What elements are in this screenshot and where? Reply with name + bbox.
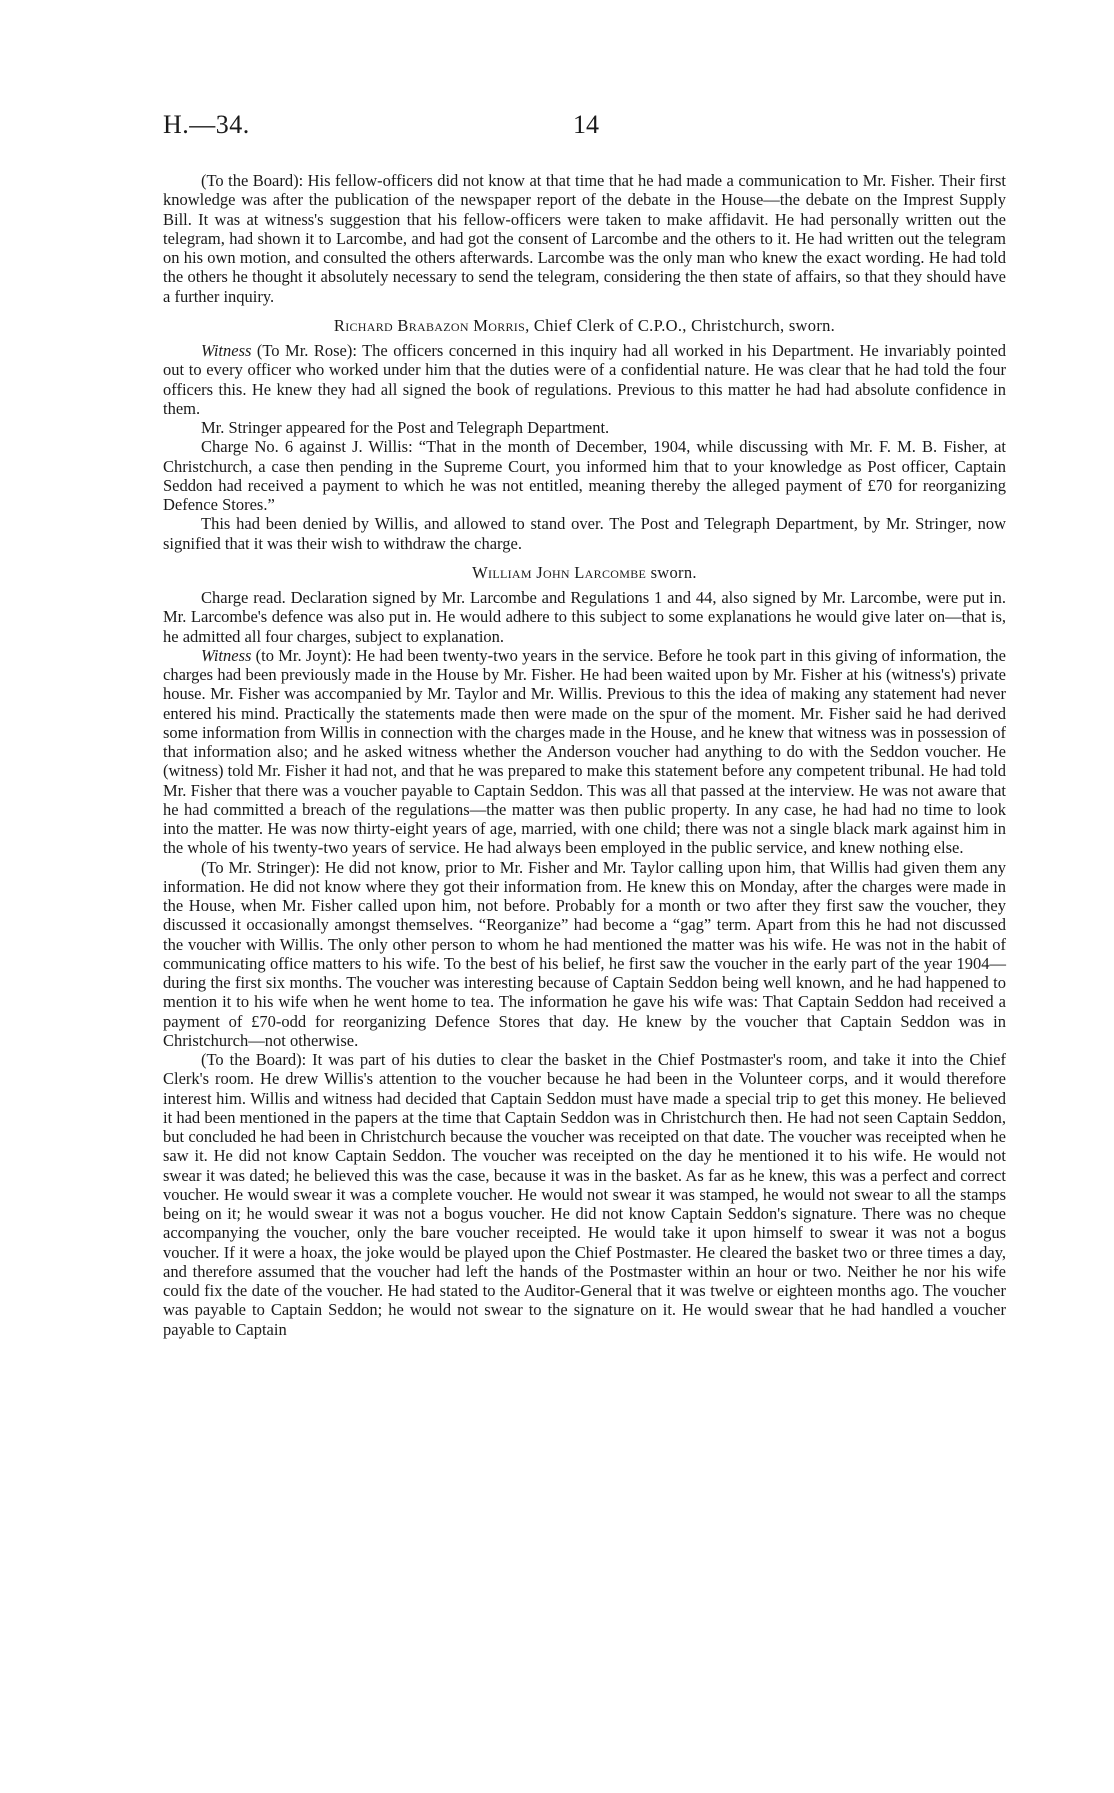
witness-name: Richard Brabazon Morris [333, 315, 526, 335]
witness-heading [163, 563, 1006, 582]
paragraph: This had been denied by Willis, and allowed to stand over. The Post and Telegraph Department, by Mr. Stringer, now signified that it was their wish to withdraw the charge. [163, 514, 1006, 553]
paragraph: Charge No. 6 against J. Willis: “That in the month of December, 1904, while discussing with Mr. F. M. B. Fisher, at Christchurch, a case then pending in the Supreme Court, you informed him that to your knowledge as Post officer, Captain Seddon had received a payment to which he was not entitled, meaning thereby the alleged payment of £70 for reorganizing Defence Stores.” [163, 437, 1006, 514]
witness-role: sworn. [646, 562, 697, 582]
paragraph: (To the Board): It was part of his duties to clear the basket in the Chief Postmaster's room, and take it into the Chief Clerk's room. He drew Willis's attention to the voucher because he had been in the Volunteer corps, and it would therefore interest him. Willis and witness had decided that Captain Seddon must have made a special trip to get this money. He believed it had been mentioned in the papers at the time that Captain Seddon was in Christchurch then. He had not seen Captain Seddon, but concluded he had been in Christchurch because the voucher was receipted on that date. The voucher was receipted when he saw it. He did not know Captain Seddon. The voucher was receipted on the day he mentioned it to his wife. He would not swear it was dated; he believed this was the case, because it was in the basket. As far as he knew, this was a perfect and correct voucher. He would swear it was a complete voucher. He would not swear it was stamped, he would not swear to all the stamps being on it; he would swear it was not a bogus voucher. He did not know Captain Seddon's signature. There was no cheque accompanying the voucher, only the bare voucher receipted. He would take it upon himself to swear it was not a bogus voucher. If it were a hoax, the joke would be played upon the Chief Postmaster. He cleared the basket two or three times a day, and therefore assumed that the voucher had left the hands of the Postmaster within an hour or two. Neither he nor his wife could fix the date of the voucher. He had stated to the Auditor-General that it was twelve or eighteen months ago. The voucher was payable to Captain Seddon; he would not swear to the signature on it. He would swear that he had handled a voucher payable to Captain [163, 1050, 1006, 1339]
paragraph: (To the Board): His fellow-officers did not know at that time that he had made a communication to Mr. Fisher. Their first knowledge was after the publication of the newspaper report of the debate in the House—the debate on the Imprest Supply Bill. It was at witness's suggestion that his fellow-officers were taken to make affidavit. He had personally written out the telegram, had shown it to Larcombe, and had got the consent of Larcombe and the others to it. He had written out the telegram on his own motion, and consulted the others afterwards. Larcombe was the only man who knew the exact wording. He had told the others he thought it absolutely necessary to send the telegram, considering the then state of affairs, so that they should have a further inquiry. [163, 171, 1006, 306]
paragraph-text: (to Mr. Joynt): He had been twenty-two years in the service. Before he took part in this giving of information, the charges had been previously made in the House by Mr. Fisher. He had been waited upon by Mr. Fisher at his (witness's) private house. Mr. Fisher was accompanied by Mr. Taylor and Mr. Willis. Previous to this the idea of making any statement had never entered his mind. Practically the statements made then were made on the spur of the moment. Mr. Fisher said he had derived some information from Willis in connection with the charges made in the House, and he knew that witness was in possession of that information also; and he asked witness whether the Anderson voucher had anything to do with the Seddon voucher. He (witness) told Mr. Fisher it had not, and that he was prepared to make this statement before any competent tribunal. He had told Mr. Fisher that there was a voucher payable to Captain Seddon. This was all that passed at the interview. He was not aware that he had committed a breach of the regulations—the matter was then public property. In any case, he had had no time to look into the matter. He was now thirty-eight years of age, married, with one child; there was not a single black mark against him in the whole of his twenty-two years of service. He had always been employed in the public service, and knew nothing else. [163, 645, 1006, 858]
witness-role: , Chief Clerk of C.P.O., Christchurch, sworn. [525, 315, 836, 335]
witness-label: Witness [201, 341, 252, 360]
paragraph [163, 646, 1006, 858]
witness-name: William John Larcombe [472, 562, 647, 582]
witness-heading [163, 316, 1006, 335]
paragraph: (To Mr. Stringer): He did not know, prior to Mr. Fisher and Mr. Taylor calling upon him, that Willis had given them any information. He did not know where they got their information from. He knew this on Monday, after the charges were made in the House, when Mr. Fisher called upon him, not before. Probably for a month or two after they first saw the voucher, they discussed it occasionally amongst themselves. “Reorganize” had become a “gag” term. Apart from this he had not discussed the voucher with Willis. The only other person to whom he had mentioned the matter was his wife. He was not in the habit of communicating office matters to his wife. To the best of his belief, he first saw the voucher in the early part of the year 1904—during the first six months. The voucher was interesting because of Captain Seddon being well known, and he had happened to mention it to his wife when he went home to tea. The information he gave his wife was: That Captain Seddon had received a payment of £70-odd for reorganizing Defence Stores that day. He knew by the voucher that Captain Seddon was in Christchurch—not otherwise. [163, 857, 1006, 1050]
document-reference: H.—34. [163, 110, 250, 139]
witness-label: Witness [201, 645, 252, 665]
paragraph-text: (To Mr. Rose): The officers concerned in this inquiry had all worked in his Department. He invariably pointed out to every officer who worked under him that the duties were of a confidential nature. He was clear that he had told the four officers this. He knew they had all signed the book of regulations. Previous to this matter he had had absolute confidence in them. [163, 341, 1006, 418]
page-number: 14 [573, 110, 599, 139]
paragraph: Mr. Stringer appeared for the Post and Telegraph Department. [201, 418, 610, 437]
page-body [163, 171, 1006, 1339]
paragraph [163, 341, 1006, 418]
paragraph: Charge read. Declaration signed by Mr. Larcombe and Regulations 1 and 44, also signed by Mr. Larcombe, were put in. Mr. Larcombe's defence was also put in. He would adhere to this subject to some explanations he would give later on—that is, he admitted all four charges, subject to explanation. [163, 588, 1006, 646]
